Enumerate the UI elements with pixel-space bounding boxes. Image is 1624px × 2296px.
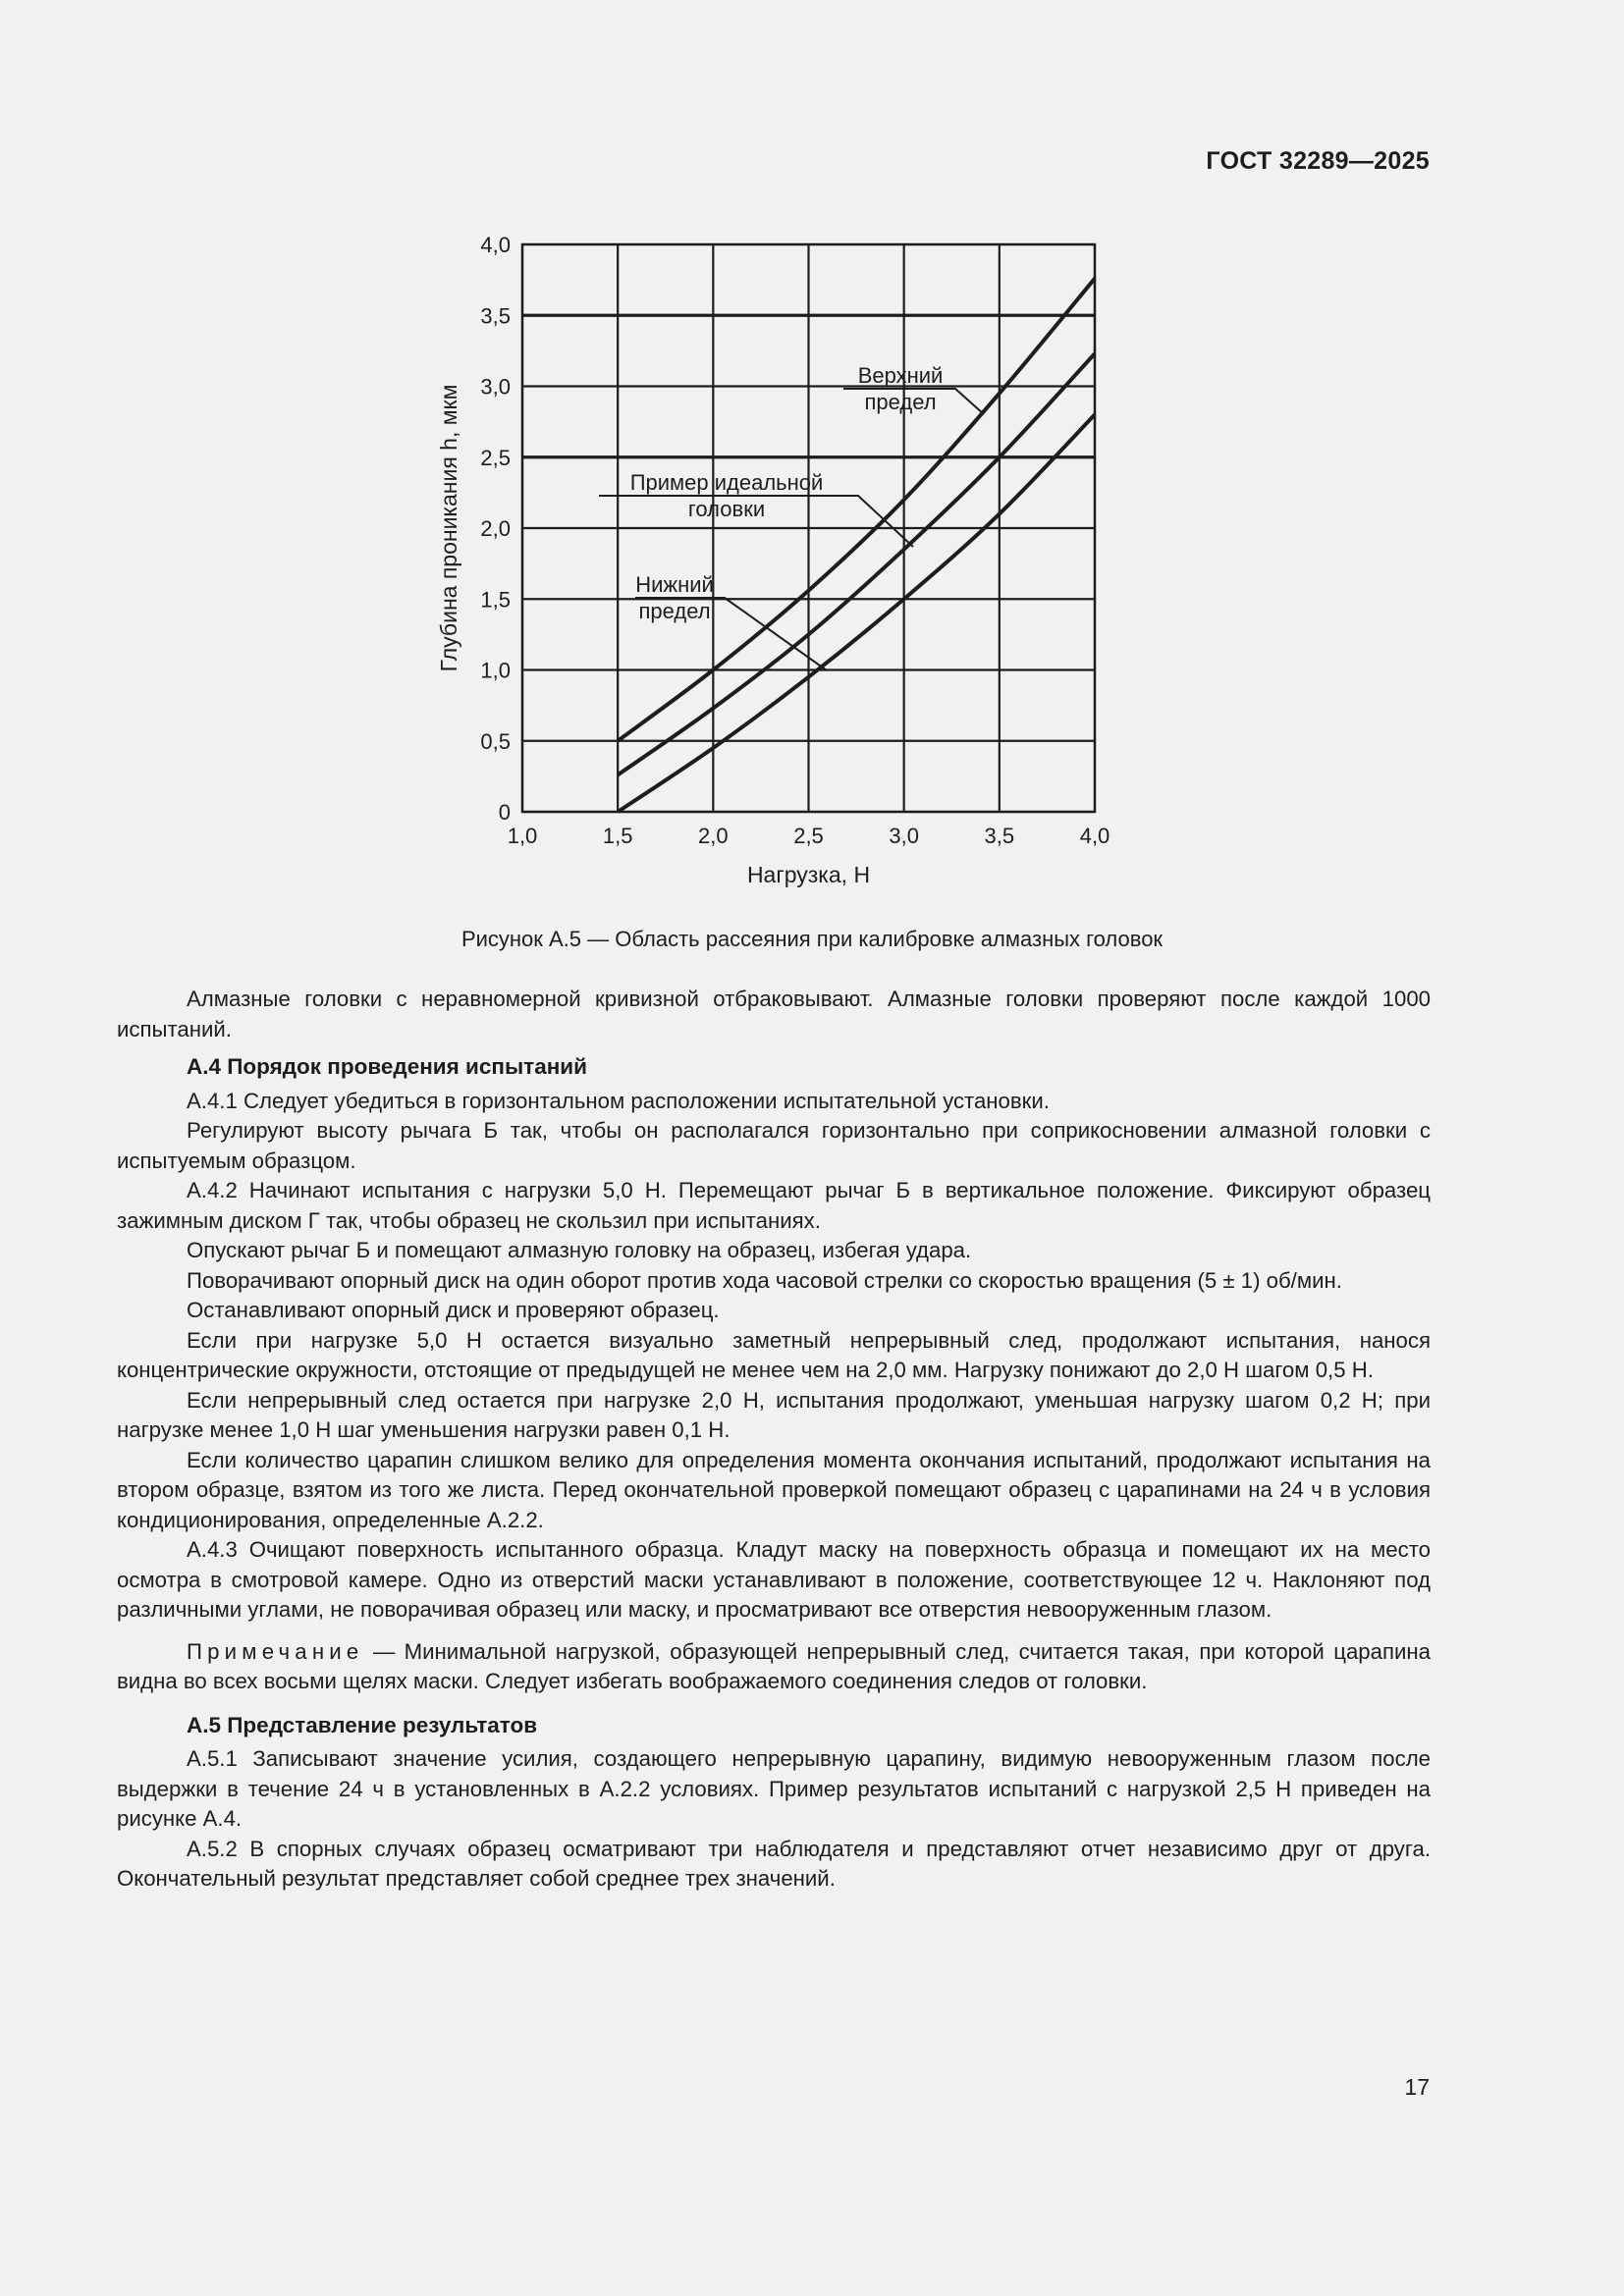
x-tick-label: 2,0	[698, 824, 729, 848]
document-body	[117, 985, 1431, 1895]
penetration-depth-chart	[412, 221, 1139, 898]
y-tick-label: 4,0	[480, 233, 511, 257]
x-tick-label: 3,0	[889, 824, 919, 848]
y-tick-label: 2,5	[480, 445, 511, 470]
paragraph: Алмазные головки с неравномерной кривизной отбраковывают. Алмазные головки проверяют после каждой 1000 испытаний.	[117, 987, 1431, 1041]
annotation-upper-limit: предел	[864, 390, 937, 414]
note-text: — Минимальной нагрузкой, образующей непрерывный след, считается такая, при которой царапина видна во всех восьми щелях маски. Следует избегать воображаемого соединения следов от головки.	[117, 1638, 1431, 1693]
paragraph: Поворачивают опорный диск на один оборот против хода часовой стрелки со скоростью вращения (5 ± 1) об/мин.	[187, 1267, 1342, 1293]
paragraph: Если количество царапин слишком велико для определения момента окончания испытаний, продолжают испытания на втором образце, взятом из того же листа. Перед окончательной проверкой помещают образец с царапинами на 24 ч в условия кондиционирования, определенные А.2.2.	[117, 1447, 1431, 1532]
y-tick-label: 1,0	[480, 658, 511, 683]
x-tick-label: 4,0	[1079, 824, 1110, 848]
chart-axes	[436, 233, 1110, 887]
y-tick-label: 1,5	[480, 587, 511, 613]
note	[117, 1637, 1431, 1697]
x-axis-label: Нагрузка, Н	[746, 862, 871, 887]
paragraph: Останавливают опорный диск и проверяют образец.	[187, 1298, 720, 1322]
document-code: ГОСТ 32289—2025	[1206, 147, 1430, 175]
x-tick-label: 3,5	[984, 824, 1015, 848]
chart-grid	[522, 244, 1095, 812]
figure-caption: Рисунок А.5 — Область рассеяния при калибровке алмазных головок	[460, 927, 1164, 951]
x-tick-label: 1,5	[602, 824, 633, 848]
paragraph: А.5.1 Записывают значение усилия, создающего непрерывную царапину, видимую невооруженным глазом после выдержки в течение 24 ч в установленных в А.2.2 условиях. Пример результатов испытаний с нагрузкой 2,5 Н приведен на рисунке А.4.	[117, 1746, 1431, 1831]
paragraph: Опускают рычаг Б и помещают алмазную головку на образец, избегая удара.	[187, 1238, 972, 1262]
y-tick-label: 0,5	[480, 728, 511, 754]
x-tick-label: 1,0	[507, 824, 538, 848]
chart-annotations	[599, 363, 984, 670]
annotation-lower-limit: Нижний	[635, 572, 714, 597]
note-label: Примечание	[187, 1638, 364, 1664]
chart-series	[618, 279, 1095, 812]
paragraph: Регулируют высоту рычага Б так, чтобы он располагался горизонтально при соприкосновении алмазной головки с испытуемым образцом.	[117, 1118, 1431, 1173]
y-tick-label: 3,5	[480, 303, 511, 329]
series-line-2	[618, 353, 1095, 774]
y-tick-label: 3,0	[480, 374, 511, 400]
annotation-lower-limit: предел	[638, 599, 711, 623]
paragraph: Если непрерывный след остается при нагрузке 2,0 Н, испытания продолжают, уменьшая нагрузку шагом 0,2 Н; при нагрузке менее 1,0 Н шаг уменьшения нагрузки равен 0,1 Н.	[117, 1387, 1431, 1442]
y-axis-label: Глубина проникания h, мкм	[436, 384, 461, 672]
paragraph: А.4.3 Очищают поверхность испытанного образца. Кладут маску на поверхность образца и помещают их на место осмотра в смотровой камере. Одно из отверстий маски устанавливают в положение, соответствующее 12 ч. Наклоняют под различными углами, не поворачивая образец или маску, и просматривают все отверстия невооруженным глазом.	[117, 1537, 1431, 1622]
paragraph: Если при нагрузке 5,0 Н остается визуально заметный непрерывный след, продолжают испытания, нанося концентрические окружности, отстоящие от предыдущей не менее чем на 2,0 мм. Нагрузку понижают до 2,0 Н шагом 0,5 Н.	[117, 1327, 1431, 1382]
paragraph: А.4.1 Следует убедиться в горизонтальном расположении испытательной установки.	[187, 1088, 1050, 1113]
page-number: 17	[1404, 2074, 1430, 2100]
section-heading-a4: А.4 Порядок проведения испытаний	[187, 1054, 587, 1079]
annotation-upper-limit: Верхний	[857, 363, 944, 388]
paragraph: А.4.2 Начинают испытания с нагрузки 5,0 Н. Перемещают рычаг Б в вертикальное положение. Фиксируют образец зажимным диском Г так, чтобы образец не скользил при испытаниях.	[117, 1178, 1431, 1233]
x-tick-label: 2,5	[793, 824, 824, 848]
y-tick-label: 0	[498, 800, 511, 825]
annotation-ideal-head: Пример идеальной	[629, 470, 824, 495]
paragraph: А.5.2 В спорных случаях образец осматривают три наблюдателя и представляют отчет независимо друг от друга. Окончательный результат представляет собой среднее трех значений.	[117, 1836, 1431, 1891]
section-heading-a5: А.5 Представление результатов	[187, 1712, 538, 1737]
y-tick-label: 2,0	[480, 516, 511, 541]
annotation-ideal-head: головки	[687, 497, 766, 521]
